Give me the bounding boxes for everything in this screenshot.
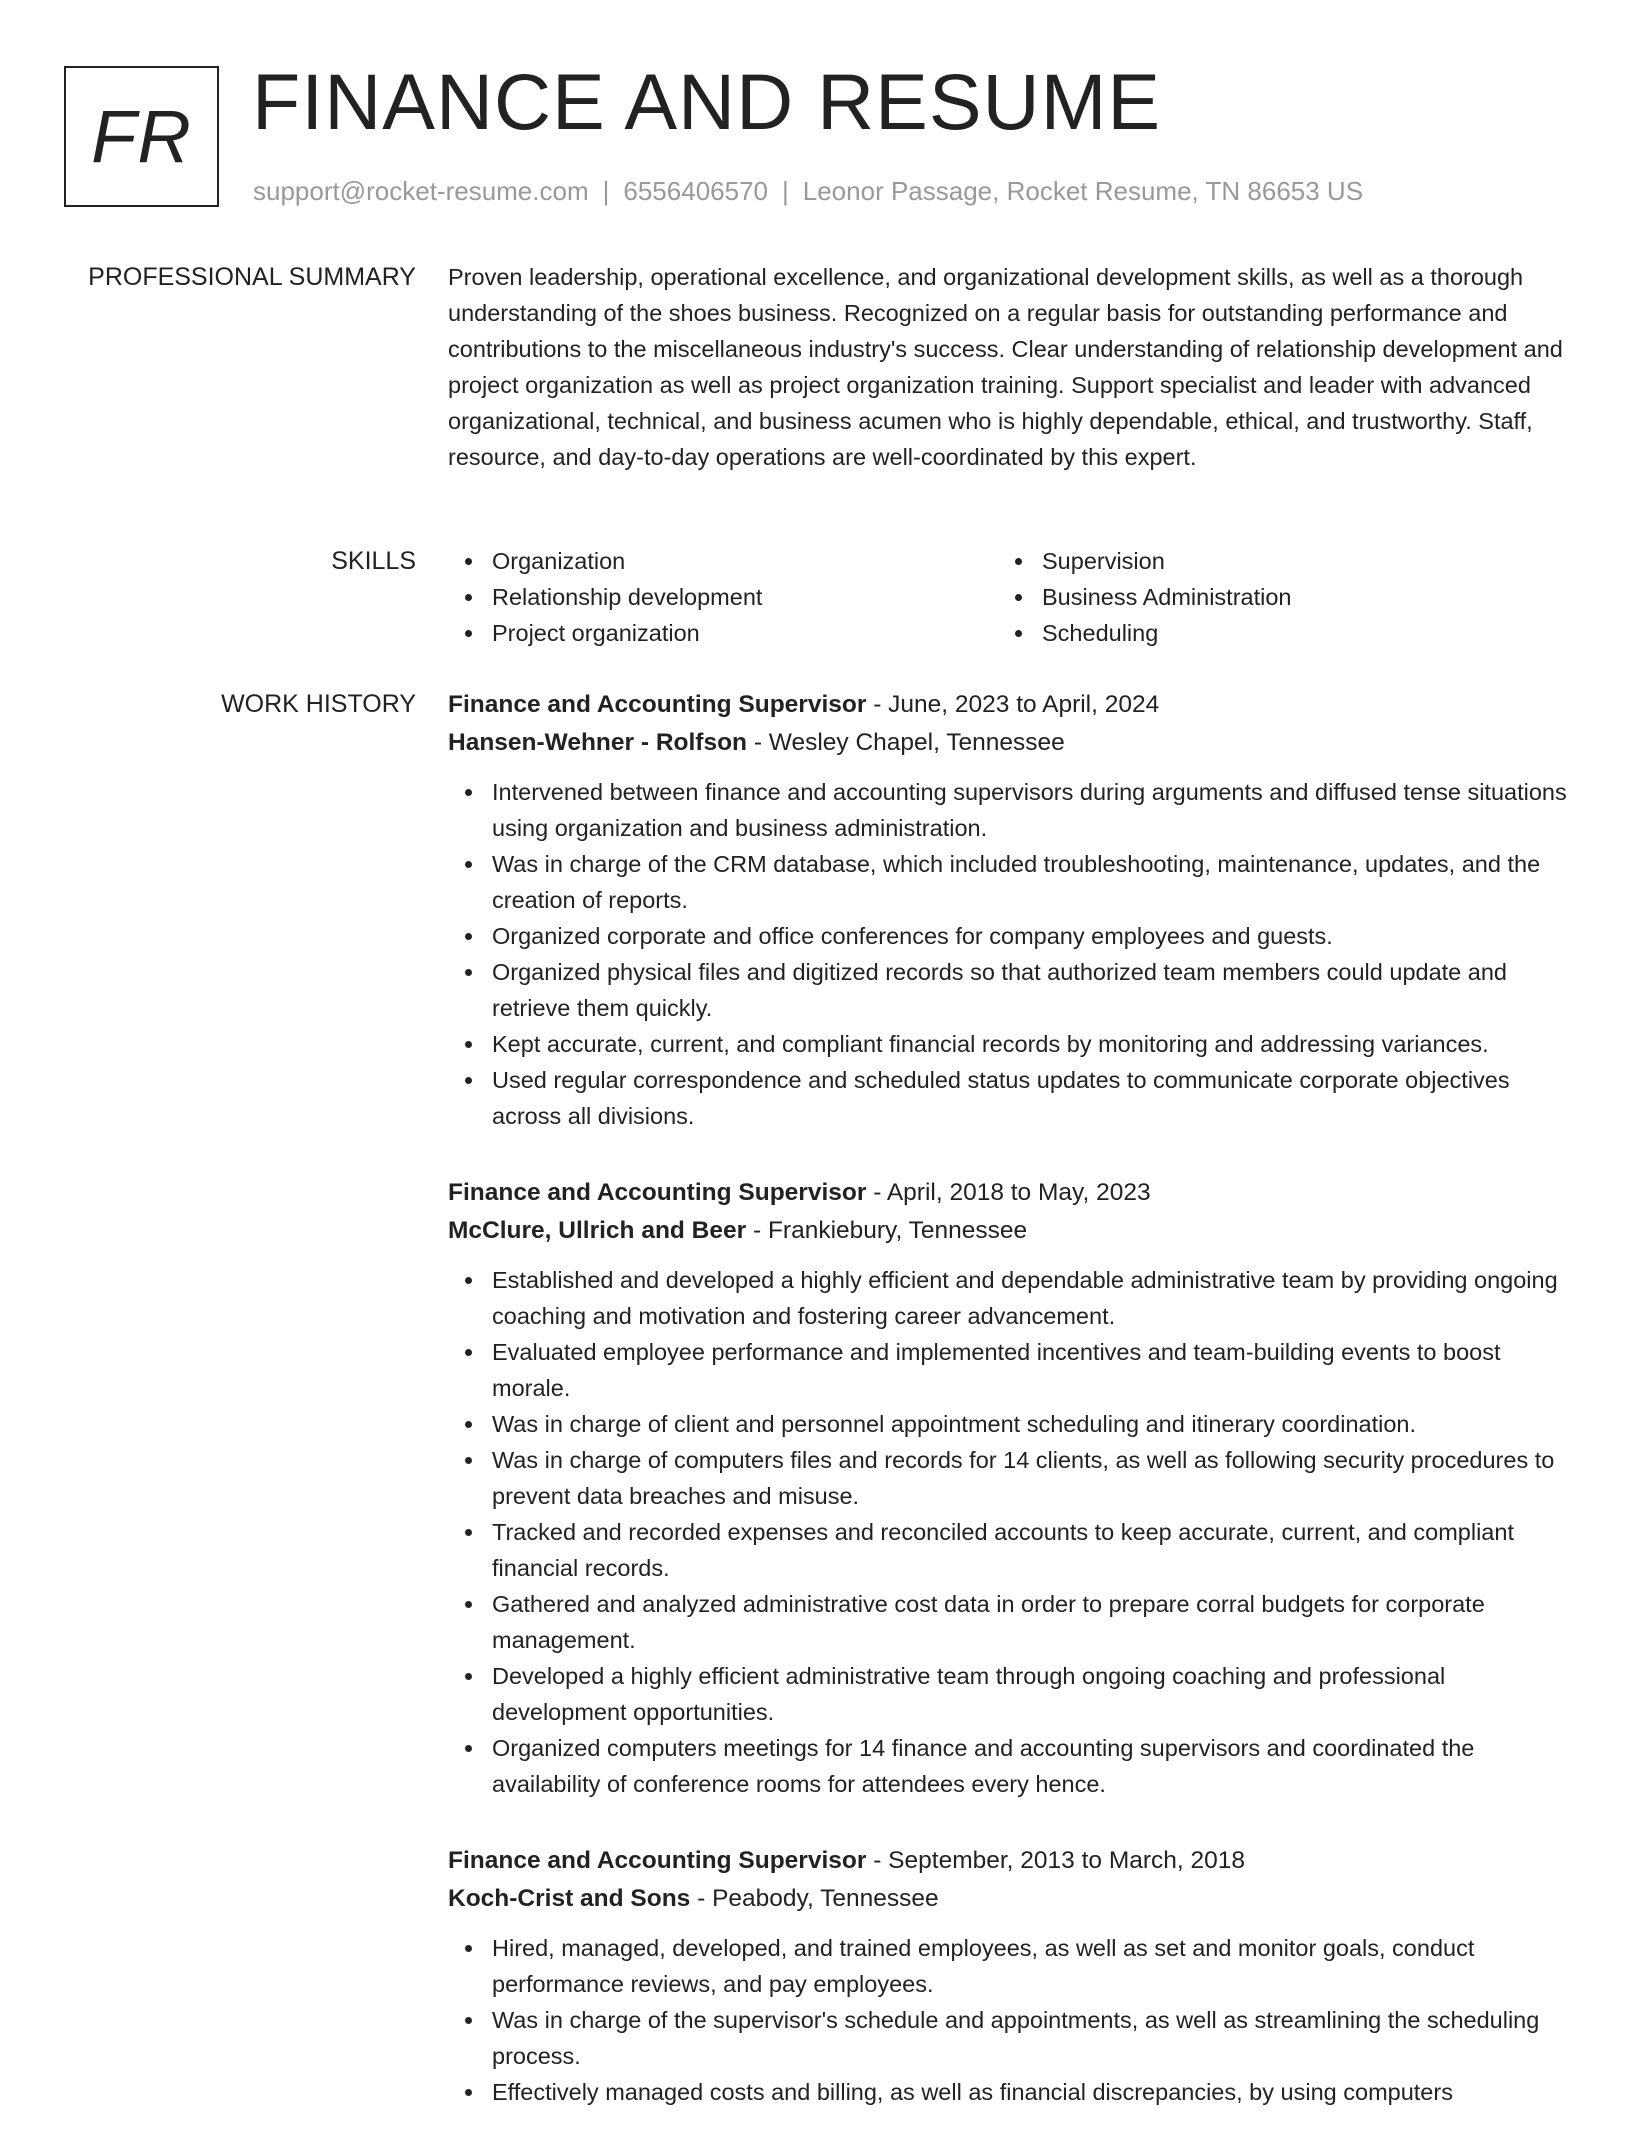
- contact-separator: |: [602, 176, 610, 206]
- job-location: Frankiebury, Tennessee: [767, 1217, 1028, 1244]
- job-title-line: Finance and Accounting Supervisor - September, 2013 to March, 2018: [448, 1847, 1246, 1874]
- job-duty: Intervened between finance and accounting supervisors during arguments and diffused tense situations using organization and business administration.: [448, 774, 1568, 846]
- job-duty: Was in charge of the supervisor's schedule and appointments, as well as streamlining the scheduling process.: [448, 2002, 1568, 2074]
- contact-separator: |: [782, 176, 789, 206]
- job-location: Wesley Chapel, Tennessee: [768, 729, 1065, 756]
- job-duties: [448, 1262, 1568, 1802]
- job-title: Finance and Accounting Supervisor: [448, 691, 867, 718]
- job-title-line: Finance and Accounting Supervisor - April, 2018 to May, 2023: [448, 1179, 1151, 1206]
- monogram-box: [64, 66, 219, 207]
- job-duty: Developed a highly efficient administrative team through ongoing coaching and professional development opportunities.: [448, 1658, 1568, 1730]
- job-duties: [448, 1930, 1568, 2110]
- job-duty: Effectively managed costs and billing, as well as financial discrepancies, by using computers: [448, 2074, 1568, 2110]
- job-duty: Used regular correspondence and scheduled status updates to communicate corporate objectives across all divisions.: [448, 1062, 1568, 1134]
- section-label-skills: SKILLS: [331, 547, 416, 575]
- job-duty: Organized physical files and digitized records so that authorized team members could update and retrieve them quickly.: [448, 954, 1568, 1026]
- job-company: Hansen-Wehner - Rolfson: [448, 729, 748, 756]
- summary-text: Proven leadership, operational excellence, and organizational development skills, as well as a thorough understanding of the shoes business. Recognized on a regular basis for outstanding performance and contributions to the miscellaneous industry's success. Clear understanding of relationship development and project organization as well as project organization training. Support specialist and leader with advanced organizational, technical, and business acumen who is highly dependable, ethical, and trustworthy. Staff, resource, and day-to-day operations are well-coordinated by this expert.: [448, 264, 1563, 470]
- summary-section: [448, 259, 1568, 475]
- job-company: Koch-Crist and Sons: [448, 1885, 691, 1912]
- monogram-initials: FR: [91, 95, 192, 178]
- job-title-line: Finance and Accounting Supervisor - June, 2023 to April, 2024: [448, 691, 1160, 718]
- contact-address: Leonor Passage, Rocket Resume, TN 86653 US: [802, 176, 1364, 206]
- contact-email: support@rocket-resume.com: [253, 176, 589, 206]
- job-company-line: Koch-Crist and Sons - Peabody, Tennessee: [448, 1885, 939, 1912]
- work-history-section: [448, 686, 1568, 2150]
- section-label-work-history: WORK HISTORY: [221, 690, 416, 718]
- contact-phone: 6556406570: [623, 176, 768, 206]
- job-title: Finance and Accounting Supervisor: [448, 1847, 867, 1874]
- section-label-summary: PROFESSIONAL SUMMARY: [88, 263, 416, 291]
- job-duty: Was in charge of client and personnel appointment scheduling and itinerary coordination.: [448, 1406, 1568, 1442]
- skill-item: Scheduling: [998, 615, 1548, 651]
- job-entry: [448, 686, 1568, 1134]
- skill-item: Organization: [448, 543, 998, 579]
- job-company-line: Hansen-Wehner - Rolfson - Wesley Chapel, Tennessee: [448, 729, 1065, 756]
- job-duty: Was in charge of the CRM database, which included troubleshooting, maintenance, updates, and the creation of reports.: [448, 846, 1568, 918]
- job-dates: September, 2013 to March, 2018: [888, 1847, 1246, 1874]
- skill-item: Business Administration: [998, 579, 1548, 615]
- job-entry: [448, 1174, 1568, 1802]
- job-company: McClure, Ullrich and Beer: [448, 1217, 747, 1244]
- skill-item: Relationship development: [448, 579, 998, 615]
- job-duty: Gathered and analyzed administrative cost data in order to prepare corral budgets for corporate management.: [448, 1586, 1568, 1658]
- job-entry: [448, 1842, 1568, 2110]
- job-title: Finance and Accounting Supervisor: [448, 1179, 867, 1206]
- skills-section: [448, 543, 1568, 651]
- job-duty: Evaluated employee performance and implemented incentives and team-building events to boost morale.: [448, 1334, 1568, 1406]
- skills-column-right: [998, 543, 1548, 651]
- skills-column-left: [448, 543, 998, 651]
- contact-line: [253, 174, 1363, 208]
- job-company-line: McClure, Ullrich and Beer - Frankiebury, Tennessee: [448, 1217, 1028, 1244]
- job-duty: Tracked and recorded expenses and reconciled accounts to keep accurate, current, and compliant financial records.: [448, 1514, 1568, 1586]
- job-duty: Organized corporate and office conferences for company employees and guests.: [448, 918, 1568, 954]
- job-duty: Was in charge of computers files and records for 14 clients, as well as following security procedures to prevent data breaches and misuse.: [448, 1442, 1568, 1514]
- job-duty: Hired, managed, developed, and trained employees, as well as set and monitor goals, conduct performance reviews, and pay employees.: [448, 1930, 1568, 2002]
- job-duty: Established and developed a highly efficient and dependable administrative team by providing ongoing coaching and motivation and fostering career advancement.: [448, 1262, 1568, 1334]
- job-duties: [448, 774, 1568, 1134]
- job-duty: Kept accurate, current, and compliant financial records by monitoring and addressing variances.: [448, 1026, 1568, 1062]
- job-location: Peabody, Tennessee: [712, 1885, 939, 1912]
- resume-title: FINANCE AND RESUME: [252, 57, 1162, 146]
- skill-item: Project organization: [448, 615, 998, 651]
- job-dates: June, 2023 to April, 2024: [888, 691, 1160, 718]
- skill-item: Supervision: [998, 543, 1548, 579]
- job-dates: April, 2018 to May, 2023: [886, 1179, 1151, 1206]
- job-duty: Organized computers meetings for 14 finance and accounting supervisors and coordinated the availability of conference rooms for attendees every hence.: [448, 1730, 1568, 1802]
